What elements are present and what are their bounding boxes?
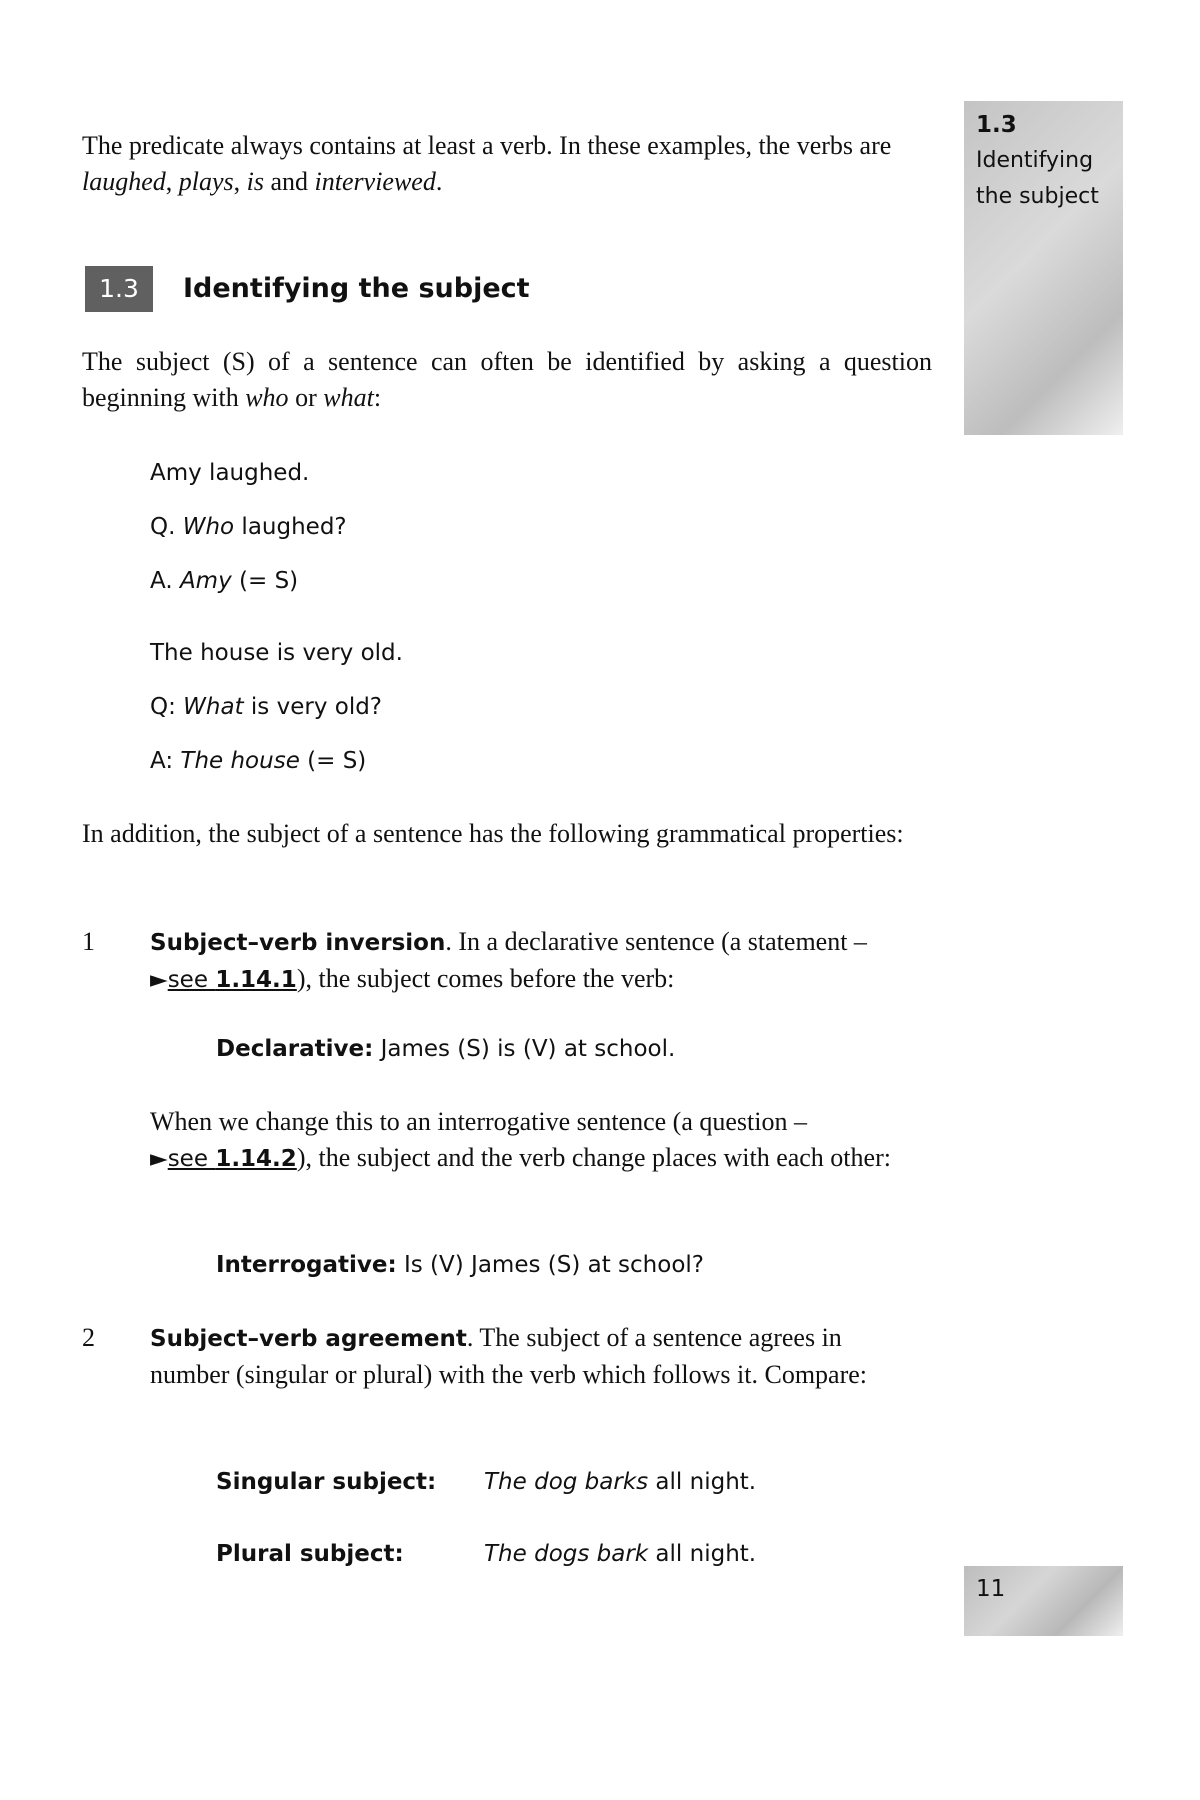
plural-subject-label: Plural subject: xyxy=(216,1541,404,1567)
list-item-1-number: 1 xyxy=(82,927,95,956)
plural-subject-example: The dogs bark all night. xyxy=(484,1541,757,1567)
example1-answer: A. Amy (= S) xyxy=(150,568,299,594)
singular-subject-example: The dog barks all night. xyxy=(484,1469,757,1495)
declarative-example: Declarative: James (S) is (V) at school. xyxy=(216,1036,676,1062)
properties-intro-paragraph: In addition, the subject of a sentence has the following grammatical properties: xyxy=(82,819,904,848)
cross-reference-1-14-1[interactable]: ►see 1.14.1 xyxy=(150,967,297,993)
side-tab-title-line2: the subject xyxy=(976,184,1099,209)
subject-definition-paragraph: The subject (S) of a sentence can often be identified by asking a question beginning with who or what: xyxy=(82,347,932,412)
side-tab-number: 1.3 xyxy=(976,112,1017,138)
arrow-right-icon: ► xyxy=(150,967,168,993)
side-tab-title-line1: Identifying xyxy=(976,148,1094,173)
example2-sentence: The house is very old. xyxy=(150,640,403,666)
example2-question: Q: What is very old? xyxy=(150,694,383,720)
list-item-2-text: Subject–verb agreement. The subject of a sentence agrees in number (singular or plural) with the verb which follows it. Compare: xyxy=(150,1323,868,1389)
example1-sentence: Amy laughed. xyxy=(150,460,310,486)
section-number-badge: 1.3 xyxy=(85,266,153,312)
example1-question: Q. Who laughed? xyxy=(150,514,347,540)
intro-paragraph: The predicate always contains at least a verb. In these examples, the verbs are laughed, plays, is and interviewed. xyxy=(82,131,892,196)
section-title: Identifying the subject xyxy=(183,273,530,304)
singular-subject-label: Singular subject: xyxy=(216,1469,437,1495)
list-item-2-number: 2 xyxy=(82,1323,95,1352)
list-item-1-continuation: When we change this to an interrogative sentence (a question – ►see 1.14.2), the subject and the verb change places with each other: xyxy=(150,1107,891,1172)
arrow-right-icon: ► xyxy=(150,1146,168,1172)
list-item-1-text: Subject–verb inversion. In a declarative sentence (a statement – ►see 1.14.1), the subject comes before the verb: xyxy=(150,927,867,993)
page-number-tab xyxy=(964,1566,1123,1636)
interrogative-example: Interrogative: Is (V) James (S) at school? xyxy=(216,1252,705,1278)
side-section-tab xyxy=(964,101,1123,435)
page-number: 11 xyxy=(976,1576,1006,1602)
example2-answer: A: The house (= S) xyxy=(150,748,367,774)
cross-reference-1-14-2[interactable]: ►see 1.14.2 xyxy=(150,1146,297,1172)
